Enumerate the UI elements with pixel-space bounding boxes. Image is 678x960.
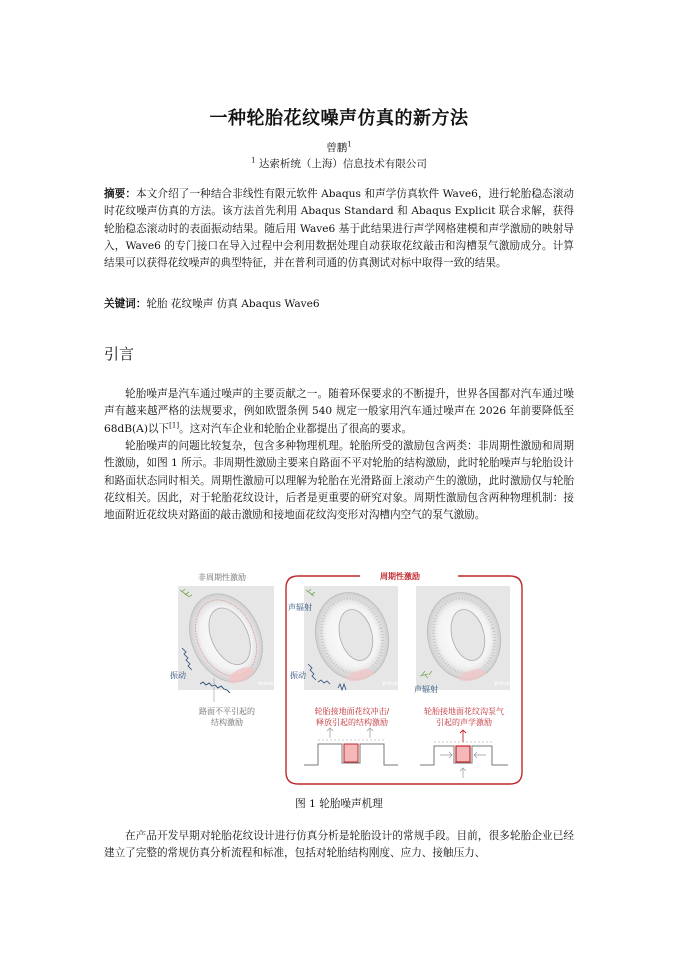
label-radiation-2: 声辐射 [414,685,438,694]
impact-caption [302,706,402,728]
affiliation-sup: 1 [251,156,256,165]
pump-caption-line-2: 引起的声学激励 [436,718,492,727]
keywords [104,296,574,313]
citation-ref[interactable]: [1] [169,421,180,430]
impact-diagram [304,728,398,765]
impact-caption-line-1: 轮胎接地面花纹冲击/ [314,707,390,716]
paragraph-3: 在产品开发早期对轮胎花纹设计进行仿真分析是轮胎设计的常规手段。目前，很多轮胎企业已经建立了完整的常规仿真分析流程和标准，包括对轮胎结构刚度、应力、接触压力、 [104,830,574,860]
author-name: 曾鹏 [326,142,348,154]
nonperiodic-caption-line-2: 结构激励 [211,718,243,727]
figure-1 [170,566,530,792]
paragraph-1-text-a: 轮胎噪声是汽车通过噪声的主要贡献之一。随着环保要求的不断提升，世界各国都对汽车通过噪声有越来越严格的法规要求，例如欧盟条例 540 规定一般家用汽车通过噪声在 2026 年前要降低至 68dB(A)以下 [104,388,574,435]
watermark-1: wave6 [258,680,278,687]
author-sup: 1 [347,140,352,149]
paragraph-2: 轮胎噪声的问题比较复杂，包含多种物理机理。轮胎所受的激励包含两类：非周期性激励和周期性激励，如图 1 所示。非周期性激励主要来自路面不平对轮胎的结构激励，此时轮胎噪声与轮胎设计和路面状态同时相关。周期性激励可以理解为轮胎在光滑路面上滚动产生的激励，此时激励仅与轮胎花纹相关。因此，对于轮胎花纹设计，后者是更重要的研究对象。周期性激励包含两种物理机制：接地面附近花纹块对路面的敲击激励和接地面花纹沟变形对沟槽内空气的泵气激励。 [104,440,574,522]
section-heading: 引言 [104,345,135,363]
abstract [104,186,574,272]
watermark-2: wave6 [382,680,402,687]
paper-title: 一种轮胎花纹噪声仿真的新方法 [209,108,469,129]
periodic-title: 周期性激励 [380,572,420,581]
pump-caption-line-1: 轮胎接地面花纹沟泵气 [424,707,504,716]
label-vibration-2: 振动 [290,671,306,680]
abstract-text: 本文介绍了一种结合非线性有限元软件 Abaqus 和声学仿真软件 Wave6，进行轮胎稳态滚动时花纹噪声仿真的方法。该方法首先利用 Abaqus Standard 和 Abaqus Explicit 联合求解，获得轮胎稳态滚动时的表面振动结果。随后用 Wave6 基于此结果进行声学网格建模和声学激励的映射导入，Wave6 的专门接口在导入过程中会利用数据处理自动获取花纹敲击和沟槽泵气激励成分。计算结果可以获得花纹噪声的典型特征，并在普利司通的仿真测试对标中取得一致的结果。 [104,188,574,270]
impact-caption-line-2: 释放引起的结构激励 [316,718,388,727]
abstract-label: 摘要： [104,188,137,200]
pump-caption [414,706,514,728]
paragraph-1 [104,386,574,438]
label-radiation: 声辐射 [288,603,312,612]
affiliation [0,156,678,171]
nonperiodic-title: 非周期性激励 [198,573,246,582]
watermark-3: wave6 [494,680,514,687]
paragraph-1-text-b: 。这对汽车企业和轮胎企业都提出了很高的要求。 [179,422,413,435]
keywords-label: 关键词： [104,298,147,310]
figure-graphic [170,566,530,792]
label-vibration: 振动 [170,671,186,680]
keywords-text: 轮胎 花纹噪声 仿真 Abaqus Wave6 [146,298,320,310]
affiliation-text: 达索析统（上海）信息技术有限公司 [258,158,427,170]
nonperiodic-caption [184,706,270,728]
author [0,140,678,155]
figure-caption: 图 1 轮胎噪声机理 [295,798,383,810]
nonperiodic-caption-line-1: 路面不平引起的 [199,707,255,716]
pumping-diagram [420,730,508,778]
